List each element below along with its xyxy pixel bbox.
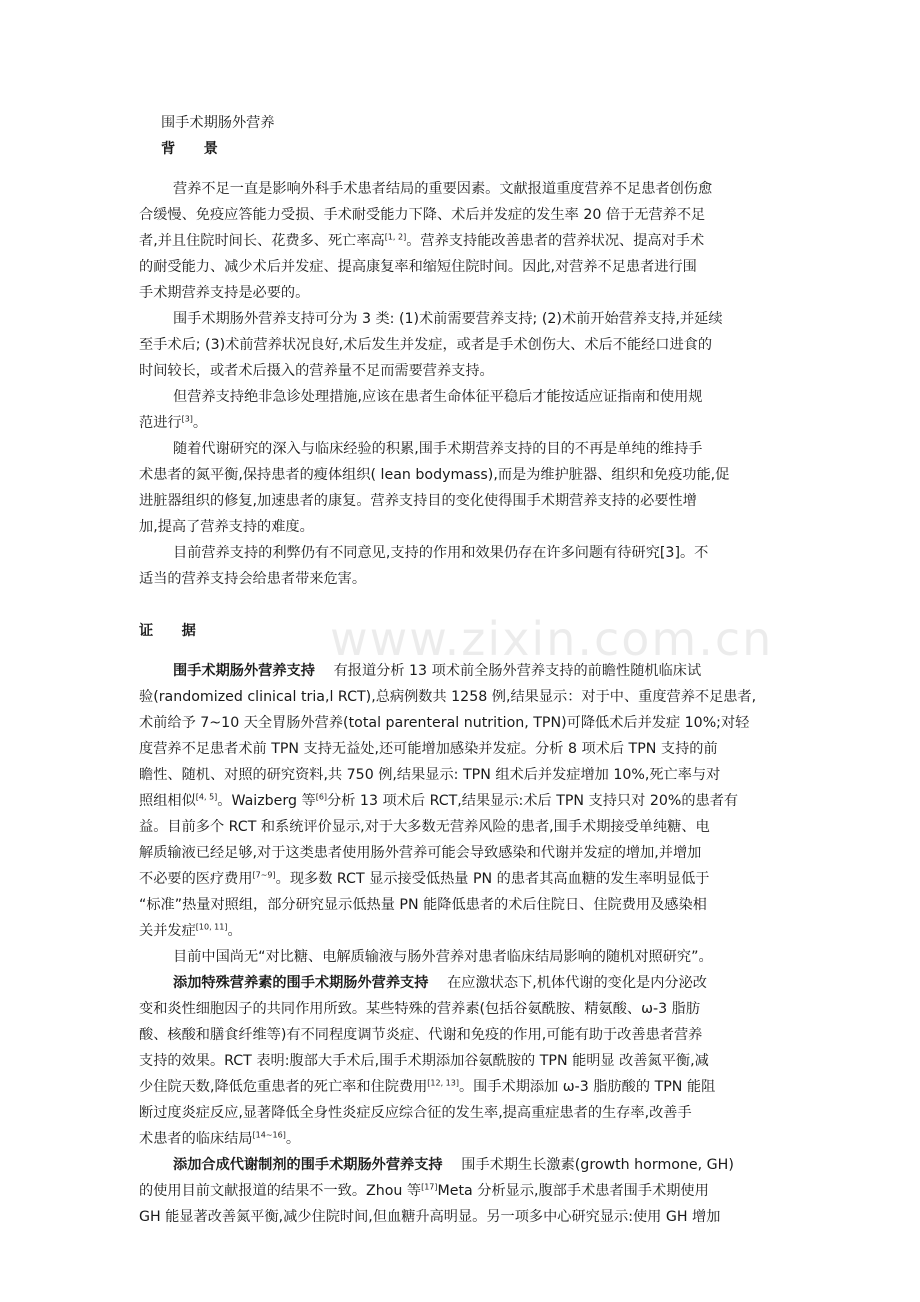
text-line: 范进行[3]。 (139, 414, 208, 431)
text-line: GH 能显著改善氮平衡,减少住院时间,但血糖升高明显。另一项多中心研究显示:使用 GH 增加 (139, 1209, 721, 1225)
text-line: 断过度炎症反应,显著降低全身性炎症反应综合征的发生率,提高重症患者的生存率,改善手 (139, 1105, 692, 1121)
citation: [10, 11] (195, 922, 228, 932)
text-line: 照组相似[4, 5]。Waizberg 等[6]分析 13 项术后 RCT,结果显示:术后 TPN 支持只对 20%的患者有 (139, 792, 739, 809)
text-line: 度营养不足患者术前 TPN 支持无益处,还可能增加感染并发症。分析 8 项术后 TPN 支持的前 (139, 741, 718, 757)
citation: [14~16] (252, 1130, 286, 1140)
citation: [1, 2] (384, 232, 407, 242)
text-line: 时间较长，或者术后摄入的营养量不足而需要营养支持。 (139, 363, 494, 379)
text-line: 不必要的医疗费用[7~9]。现多数 RCT 显示接受低热量 PN 的患者其高血糖的发生率明显低于 (139, 870, 710, 887)
text-line: 添加特殊营养素的围手术期肠外营养支持 在应激状态下,机体代谢的变化是内分泌改 (173, 975, 707, 991)
section-heading-background: 背 景 (161, 141, 218, 157)
text-line: 至手术后; (3)术前营养状况良好,术后发生并发症，或者是手术创伤大、术后不能经口进食的 (139, 337, 713, 353)
text-line: 术患者的氮平衡,保持患者的瘦体组织( lean bodymass),而是为维护脏器、组织和免疫功能,促 (139, 467, 730, 483)
text-line: 营养不足一直是影响外科手术患者结局的重要因素。文献报道重度营养不足患者创伤愈 (173, 181, 713, 197)
text-line: 少住院天数,降低危重患者的死亡率和住院费用[12, 13]。围手术期添加 ω-3 脂肪酸的 TPN 能阻 (139, 1078, 716, 1095)
text-line: “标准”热量对照组，部分研究显示低热量 PN 能降低患者的术后住院日、住院费用及感染相 (139, 897, 707, 913)
text-line: 益。目前多个 RCT 和系统评价显示,对于大多数无营养风险的患者,围手术期接受单纯糖、电 (139, 819, 710, 835)
text-line: 术前给予 7~10 天全胃肠外营养(total parenteral nutrition, TPN)可降低术后并发症 10%;对轻 (139, 715, 750, 731)
citation: [12, 13] (427, 1078, 459, 1088)
citation: [6] (315, 792, 328, 802)
text-line: 酸、核酸和膳食纤维等)有不同程度调节炎症、代谢和免疫的作用,可能有助于改善患者营养 (139, 1027, 703, 1043)
text-line: 术患者的临床结局[14~16]。 (139, 1130, 301, 1147)
text-line: 支持的效果。RCT 表明:腹部大手术后,围手术期添加谷氨酰胺的 TPN 能明显 改善氮平衡,减 (139, 1053, 709, 1069)
text-line: 但营养支持绝非急诊处理措施,应该在患者生命体征平稳后才能按适应证指南和使用规 (173, 389, 703, 405)
section-heading-evidence: 证 据 (139, 623, 196, 639)
text-line: 瞻性、随机、对照的研究资料,共 750 例,结果显示: TPN 组术后并发症增加 10%,死亡率与对 (139, 767, 721, 783)
text-line: 随着代谢研究的深入与临床经验的积累,围手术期营养支持的目的不再是单纯的维持手 (173, 441, 703, 457)
citation: [17] (421, 1182, 438, 1192)
text-line: 合缓慢、免疫应答能力受损、手术耐受能力下降、术后并发症的发生率 20 倍于无营养不足 (139, 207, 706, 223)
subheading: 添加特殊营养素的围手术期肠外营养支持 (173, 975, 429, 991)
citation: [4, 5] (195, 792, 218, 802)
text-line: 手术期营养支持是必要的。 (139, 285, 310, 301)
citation: [3] (181, 414, 193, 424)
text-line: 目前中国尚无“对比糖、电解质输液与肠外营养对患者临床结局影响的随机对照研究”。 (173, 949, 713, 965)
text-line: 目前营养支持的利弊仍有不同意见,支持的作用和效果仍存在许多问题有待研究[3]。不 (173, 545, 709, 561)
text-line: 加,提高了营养支持的难度。 (139, 519, 314, 535)
text-line: 添加合成代谢制剂的围手术期肠外营养支持 围手术期生长激素(growth hormone, GH) (173, 1157, 734, 1173)
text-line: 者,并且住院时间长、花费多、死亡率高[1, 2]。营养支持能改善患者的营养状况、提高对手术 (139, 232, 705, 249)
subheading: 添加合成代谢制剂的围手术期肠外营养支持 (173, 1157, 443, 1173)
document-title: 围手术期肠外营养 (161, 115, 275, 131)
text-line: 围手术期肠外营养支持 有报道分析 13 项术前全肠外营养支持的前瞻性随机临床试 (173, 663, 702, 679)
text-line: 适当的营养支持会给患者带来危害。 (139, 571, 367, 587)
text-line: 的耐受能力、减少术后并发症、提高康复率和缩短住院时间。因此,对营养不足患者进行围 (139, 259, 697, 275)
text-line: 围手术期肠外营养支持可分为 3 类: (1)术前需要营养支持; (2)术前开始营养支持,并延续 (173, 311, 723, 327)
text-line: 验(randomized clinical tria,l RCT),总病例数共 1258 例,结果显示：对于中、重度营养不足患者, (139, 689, 757, 705)
text-line: 进脏器组织的修复,加速患者的康复。营养支持目的变化使得围手术期营养支持的必要性增 (139, 493, 697, 509)
citation: [7~9] (252, 870, 276, 880)
watermark: www.zixin.com.cn (330, 612, 774, 666)
text-line: 的使用目前文献报道的结果不一致。Zhou 等[17]Meta 分析显示,腹部手术患者围手术期使用 (139, 1182, 709, 1199)
document-body (139, 110, 781, 1230)
text-line: 解质输液已经足够,对于这类患者使用肠外营养可能会导致感染和代谢并发症的增加,并增加 (139, 845, 702, 861)
subheading: 围手术期肠外营养支持 (173, 663, 315, 679)
text-line: 关并发症[10, 11]。 (139, 922, 242, 939)
text-line: 变和炎性细胞因子的共同作用所致。某些特殊的营养素(包括谷氨酰胺、精氨酸、ω-3 脂肪 (139, 1001, 701, 1017)
